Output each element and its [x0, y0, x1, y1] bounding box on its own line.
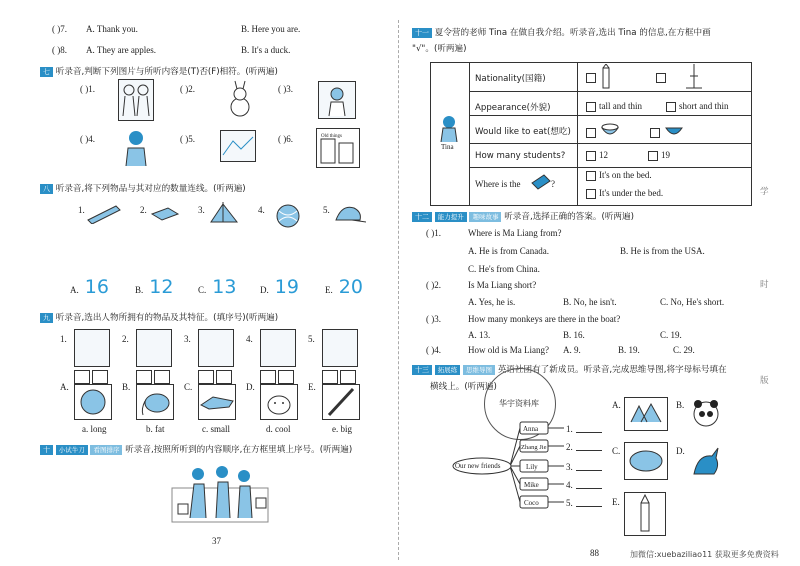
person-1-box-a[interactable] — [74, 370, 90, 384]
row-nationality-label: Nationality(国籍) — [475, 74, 546, 84]
mc-4-paren: ( )4. — [426, 345, 441, 355]
section-8-heading — [40, 182, 246, 194]
dog-object-picture — [260, 384, 298, 420]
object-letter-a: A. — [60, 382, 69, 392]
section-7-heading — [40, 65, 278, 77]
section-10-heading — [40, 443, 352, 455]
section-11-title-2: "√"。(听两遍) — [412, 44, 467, 54]
mc-4-option-a: A. 9. — [563, 345, 581, 355]
crocodile-object-picture — [198, 384, 236, 420]
side-char-3: 版 — [760, 376, 769, 386]
section-11-number: 十一 — [412, 28, 432, 38]
row-where-label: Where is the — [475, 179, 521, 189]
rice-bowl-icon — [600, 120, 620, 143]
landscape-picture — [220, 130, 256, 162]
section-8-number: 八 — [40, 184, 53, 194]
mind-map-name-3: Lily — [526, 463, 538, 471]
soup-bowl-icon — [664, 120, 684, 143]
number-value-c: 13 — [212, 276, 237, 298]
ball-object-picture — [74, 384, 112, 420]
sec7-item-6: ( )6. — [278, 134, 293, 144]
mc-4-question: How old is Ma Liang? — [468, 345, 549, 355]
person-3-picture — [198, 329, 234, 367]
mc-3-option-a: A. 13. — [468, 330, 491, 340]
sec9-person-3: 3. — [184, 334, 191, 344]
object-word-e: e. big — [332, 424, 352, 434]
object-letter-d: D. — [246, 382, 255, 392]
object-letter-b: B. — [122, 382, 131, 392]
pen-object-picture — [322, 384, 360, 420]
person-1-picture — [74, 329, 110, 367]
person-3-box-b[interactable] — [216, 370, 232, 384]
sec8-item-4: 4. — [258, 205, 265, 215]
sec7-item-5: ( )5. — [180, 134, 195, 144]
pic-letter-d: D. — [676, 446, 685, 456]
book-icon — [530, 173, 552, 196]
sec9-person-1: 1. — [60, 334, 67, 344]
section-7-number: 七 — [40, 67, 53, 77]
section-7-title: 听录音,判断下列图片与所听内容是(T)否(F)相符。(听两遍) — [55, 67, 278, 77]
person-1-box-b[interactable] — [92, 370, 108, 384]
right-page-number: 88 — [590, 548, 599, 558]
tina-label: Tina — [441, 143, 454, 151]
object-word-b: b. fat — [146, 424, 165, 434]
sec7-item-4: ( )4. — [80, 134, 95, 144]
mc-3-option-b: B. 16. — [563, 330, 585, 340]
mc-3-option-c: C. 19. — [660, 330, 682, 340]
mc-4-option-c: C. 29. — [673, 345, 695, 355]
number-option-d: D. 19 — [260, 276, 299, 298]
person-2-box-b[interactable] — [154, 370, 170, 384]
side-char-1: 学 — [760, 187, 769, 197]
sec9-person-2: 2. — [122, 334, 129, 344]
answer-line-4[interactable] — [576, 488, 602, 489]
object-word-d: d. cool — [266, 424, 291, 434]
object-letter-c: C. — [184, 382, 193, 392]
mind-map-name-5: Coco — [524, 499, 539, 507]
rabbit-picture — [223, 79, 257, 119]
sec7-item-3: ( )3. — [278, 84, 293, 94]
ball-icon — [275, 203, 301, 234]
section-9-title: 听录音,选出人物所拥有的物品及其特征。(填序号)(听两遍) — [55, 313, 279, 323]
section-12-heading — [412, 210, 634, 222]
mc-3-paren: ( )3. — [426, 314, 441, 324]
dumpling-plate-picture — [624, 442, 668, 480]
old-things-picture — [316, 128, 360, 168]
section-11-title: 夏令营的老师 Tina 在做自我介绍。听录音,选出 Tina 的信息,在方框中画 — [434, 28, 711, 38]
old-things-label: Old things — [321, 134, 342, 139]
mc-4-option-b: B. 19. — [618, 345, 640, 355]
section-10-title: 听录音,按照所听到的内容顺序,在方框里填上序号。(听两遍) — [125, 445, 353, 455]
number-value-a: 16 — [84, 276, 109, 298]
blank-3-number: 3. — [566, 462, 573, 472]
section-13-badge: 拓展练 — [435, 365, 461, 375]
person-5-box-b[interactable] — [340, 370, 356, 384]
q8-option-b: B. It's a duck. — [241, 45, 291, 55]
appearance-option-1[interactable]: tall and thin — [586, 101, 642, 112]
mind-map-name-4: Mike — [524, 481, 539, 489]
section-12-badge: 能力提升 — [435, 212, 467, 222]
pic-letter-a: A. — [612, 400, 621, 410]
number-option-e: E. 20 — [325, 276, 363, 298]
object-word-c: c. small — [202, 424, 230, 434]
mc-2-option-c: C. No, He's short. — [660, 297, 725, 307]
section-13-number: 十三 — [412, 365, 432, 375]
q7-option-b: B. Here you are. — [241, 24, 301, 34]
mc-2-option-a: A. Yes, he is. — [468, 297, 516, 307]
students-option-2[interactable]: 19 — [648, 150, 670, 161]
section-12-badge-2: 趣味故事 — [469, 212, 501, 222]
person-5-box-a[interactable] — [322, 370, 338, 384]
person-5-picture — [322, 329, 358, 367]
boat-icon — [207, 200, 241, 235]
nationality-option-2[interactable] — [656, 69, 669, 87]
object-letter-e: E. — [308, 382, 316, 392]
q8-option-a: A. They are apples. — [86, 45, 157, 55]
big-ben-picture — [624, 492, 666, 536]
q7-paren: ( )7. — [52, 24, 67, 34]
q7-option-a: A. Thank you. — [86, 24, 138, 34]
sec9-person-5: 5. — [308, 334, 315, 344]
person-4-box-b[interactable] — [278, 370, 294, 384]
children-picture — [118, 79, 154, 121]
blank-4-number: 4. — [566, 480, 573, 490]
family-scene-picture — [170, 458, 270, 529]
mind-map-name-1: Anna — [523, 425, 539, 433]
left-page-number: 37 — [212, 536, 221, 546]
mc-1-option-c: C. He's from China. — [468, 264, 540, 274]
person-2-picture — [136, 329, 172, 367]
number-value-b: 12 — [149, 276, 174, 298]
mc-2-option-b: B. No, he isn't. — [563, 297, 617, 307]
mc-2-paren: ( )2. — [426, 280, 441, 290]
sec8-item-2: 2. — [140, 205, 147, 215]
appearance-option-2[interactable]: short and thin — [666, 101, 729, 112]
person-3-box-a[interactable] — [198, 370, 214, 384]
person-4-picture — [260, 329, 296, 367]
section-12-number: 十二 — [412, 212, 432, 222]
eat-option-2[interactable] — [650, 124, 663, 142]
section-13-heading — [412, 363, 727, 375]
sec8-item-1: 1. — [78, 205, 85, 215]
number-value-e: 20 — [338, 276, 363, 298]
where-option-2[interactable]: It's under the bed. — [586, 188, 663, 199]
mc-1-option-a: A. He is from Canada. — [468, 246, 549, 256]
stamp-text: 华宇资料库 — [499, 399, 539, 408]
cn-tower-icon — [684, 64, 704, 95]
kangaroo-picture — [688, 444, 724, 483]
side-char-2: 时 — [760, 280, 769, 290]
where-option-1[interactable]: It's on the bed. — [586, 170, 652, 181]
sec8-item-3: 3. — [198, 205, 205, 215]
mind-map-name-2: Zhang Jie — [521, 444, 547, 451]
number-option-a: A. 16 — [70, 276, 109, 298]
number-value-d: 19 — [274, 276, 299, 298]
row-where-question-mark: ? — [551, 179, 555, 189]
blank-2-number: 2. — [566, 442, 573, 452]
section-12-title: 听录音,选择正确的答案。(听两遍) — [504, 212, 634, 222]
mc-3-question: How many monkeys are there in the boat? — [468, 314, 621, 324]
person-4-box-a[interactable] — [260, 370, 276, 384]
row-eat-label: Would like to eat(想吃) — [475, 127, 571, 137]
section-9-heading — [40, 311, 278, 323]
answer-line-2[interactable] — [576, 450, 602, 451]
sec8-item-5: 5. — [323, 205, 330, 215]
boy-waving-picture — [318, 81, 356, 119]
answer-line-3[interactable] — [576, 470, 602, 471]
eat-option-1[interactable] — [586, 124, 599, 142]
pic-letter-b: B. — [676, 400, 685, 410]
section-9-number: 九 — [40, 313, 53, 323]
elephant-object-picture — [136, 384, 174, 420]
answer-line-5[interactable] — [576, 506, 602, 507]
sec7-item-2: ( )2. — [180, 84, 195, 94]
ruler-icon — [86, 204, 122, 229]
mc-2-question: Is Ma Liang short? — [468, 280, 537, 290]
cap-icon — [332, 202, 366, 231]
section-13-title: 英语社团有了新成员。听录音,完成思维导图,将字母标号填在 — [497, 365, 727, 375]
answer-line-1[interactable] — [576, 432, 602, 433]
boy-pointing-picture — [118, 128, 154, 168]
sec7-item-1: ( )1. — [80, 84, 95, 94]
panda-picture — [688, 396, 724, 435]
footer-watermark: 加微信:xuebaziliao11 获取更多免费资料 — [630, 550, 779, 559]
mc-1-paren: ( )1. — [426, 228, 441, 238]
section-10-number: 十 — [40, 445, 53, 455]
person-2-box-a[interactable] — [136, 370, 152, 384]
section-10-badge-2: 看图排序 — [90, 445, 122, 455]
mind-map-center: Our new friends — [455, 462, 501, 470]
students-option-1[interactable]: 12 — [586, 150, 608, 161]
pic-letter-c: C. — [612, 446, 621, 456]
mc-1-question: Where is Ma Liang from? — [468, 228, 562, 238]
section-13-title-2: 横线上。(听两遍) — [430, 382, 497, 392]
section-13-badge-2: 思维导图 — [463, 365, 495, 375]
pic-letter-e: E. — [612, 497, 620, 507]
opera-house-picture — [624, 397, 668, 431]
mc-1-option-b: B. He is from the USA. — [620, 246, 705, 256]
number-option-c: C. 13 — [198, 276, 237, 298]
number-option-b: B. 12 — [135, 276, 174, 298]
section-10-badge: 小试牛刀 — [56, 445, 88, 455]
object-word-a: a. long — [82, 424, 107, 434]
blank-1-number: 1. — [566, 424, 573, 434]
q8-paren: ( )8. — [52, 45, 67, 55]
big-ben-icon — [598, 64, 614, 95]
section-8-title: 听录音,将下列物品与其对应的数量连线。(听两遍) — [55, 184, 246, 194]
eraser-icon — [150, 204, 180, 229]
page-fold-divider — [398, 20, 399, 560]
sec9-person-4: 4. — [246, 334, 253, 344]
row-students-label: How many students? — [475, 151, 566, 161]
row-appearance-label: Appearance(外貌) — [475, 103, 551, 113]
blank-5-number: 5. — [566, 498, 573, 508]
section-11-heading — [412, 26, 711, 38]
